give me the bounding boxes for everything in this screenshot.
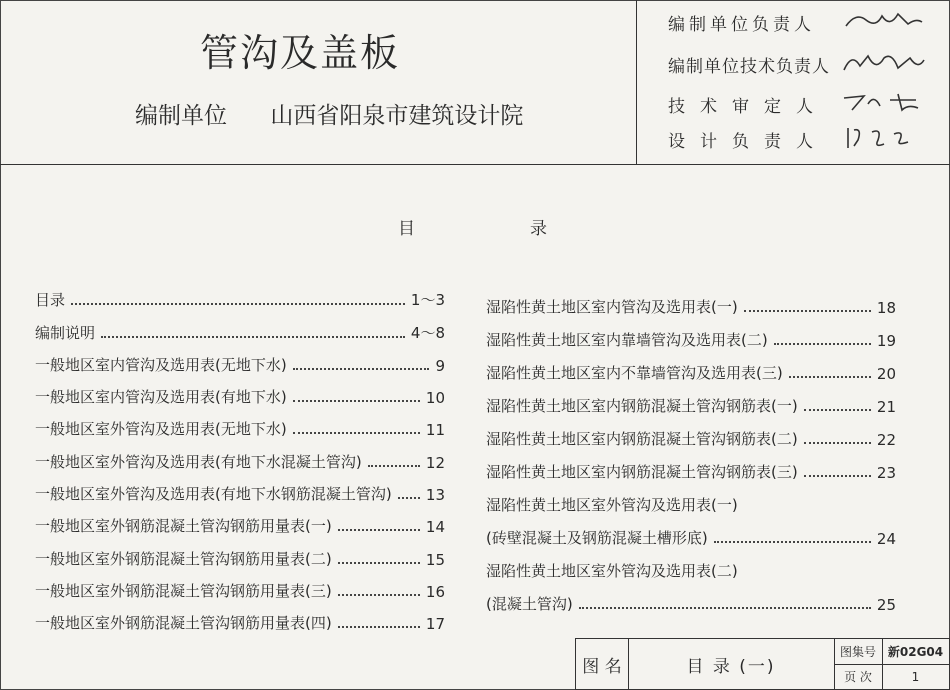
toc-leader-dots	[71, 303, 405, 305]
toc-right-column	[486, 284, 896, 614]
toc-entry-title: 一般地区室外钢筋混凝土管沟钢筋用量表(一)	[35, 517, 332, 536]
toc-entry	[486, 416, 896, 449]
toc-entry-page: 23	[876, 464, 896, 482]
toc-leader-dots	[101, 336, 405, 338]
toc-entry-page: 4～8	[410, 323, 445, 342]
toc-entry	[486, 284, 896, 317]
toc-entry-title: 湿陷性黄土地区室外管沟及选用表(二)	[486, 562, 738, 580]
toc-entry-title: (砖壁混凝土及钢筋混凝土槽形底)	[486, 529, 708, 547]
toc-leader-dots	[293, 400, 420, 402]
toc-entry	[486, 581, 896, 614]
signature-1	[838, 6, 928, 36]
toc-leader-dots	[338, 529, 420, 531]
toc-leader-dots	[338, 594, 420, 596]
toc-entry-page: 19	[876, 332, 896, 350]
toc-entry	[35, 472, 445, 504]
toc-entry	[486, 482, 896, 515]
toc-leader-dots	[293, 432, 420, 434]
drawing-name: 目 录 (一)	[686, 656, 776, 677]
toc-entry	[486, 449, 896, 482]
header-vertical-divider	[636, 0, 637, 164]
toc-leader-dots	[579, 607, 871, 609]
toc-entry	[35, 439, 445, 471]
atlas-number-label: 图集号	[839, 645, 876, 659]
toc-entry-title: 一般地区室外钢筋混凝土管沟钢筋用量表(三)	[35, 581, 332, 600]
toc-entry-page: 12	[425, 453, 445, 472]
toc-entry	[35, 504, 445, 536]
toc-entry-page: 15	[425, 550, 445, 569]
toc-entry-page: 1～3	[410, 291, 445, 310]
toc-entry	[486, 515, 896, 548]
toc-leader-dots	[744, 310, 871, 312]
resp-design-lead: 设计负责人	[668, 132, 828, 152]
toc-entry-page: 13	[425, 486, 445, 505]
toc-entry-page: 16	[425, 582, 445, 601]
toc-entry-title: 一般地区室外钢筋混凝土管沟钢筋用量表(二)	[35, 549, 332, 568]
toc-entry	[35, 569, 445, 601]
toc-entry-title: 湿陷性黄土地区室内靠墙管沟及选用表(二)	[486, 331, 768, 349]
toc-entry-page: 25	[876, 596, 896, 614]
toc-leader-dots	[338, 626, 420, 628]
page-number-label: 页 次	[844, 670, 872, 684]
atlas-number: 新02G04	[887, 645, 944, 659]
toc-entry-title: (混凝土管沟)	[486, 595, 573, 613]
toc-entry-page: 17	[425, 615, 445, 634]
toc-leader-dots	[804, 442, 871, 444]
toc-entry-page: 9	[435, 356, 445, 375]
toc-entry	[486, 350, 896, 383]
toc-heading-part1: 目	[398, 219, 415, 239]
toc-leader-dots	[804, 409, 871, 411]
toc-entry-title: 一般地区室外管沟及选用表(有地下水钢筋混凝土管沟)	[35, 485, 392, 504]
atlas-title: 管沟及盖板	[200, 31, 401, 75]
compiling-unit	[135, 97, 523, 130]
toc-entry-title: 湿陷性黄土地区室内钢筋混凝土管沟钢筋表(二)	[486, 430, 798, 448]
toc-entry-title: 一般地区室内管沟及选用表(无地下水)	[35, 355, 287, 374]
resp-reviewer: 技术审定人	[668, 97, 828, 117]
toc-leader-dots	[338, 562, 420, 564]
toc-entry	[35, 407, 445, 439]
toc-entry-page: 14	[425, 518, 445, 537]
toc-entry	[35, 310, 445, 342]
toc-entry-title: 一般地区室外管沟及选用表(有地下水混凝土管沟)	[35, 452, 362, 471]
toc-entry	[486, 317, 896, 350]
toc-entry-page: 20	[876, 365, 896, 383]
toc-leader-dots	[804, 475, 871, 477]
toc-entry-title: 编制说明	[35, 323, 96, 342]
toc-entry	[35, 278, 445, 310]
title-block	[575, 638, 950, 690]
resp-unit-head: 编制单位负责人	[668, 15, 815, 35]
toc-entry-page: 18	[876, 299, 896, 317]
signature-2	[838, 48, 928, 78]
signature-4	[838, 122, 928, 152]
toc-entry-page: 22	[876, 431, 896, 449]
header-divider	[0, 164, 950, 165]
page-number: 1	[911, 669, 920, 684]
toc-leader-dots	[368, 465, 420, 467]
toc-entry-title: 湿陷性黄土地区室内钢筋混凝土管沟钢筋表(一)	[486, 397, 798, 415]
toc-entry-title: 湿陷性黄土地区室内不靠墙管沟及选用表(三)	[486, 364, 783, 382]
compiling-unit-name: 山西省阳泉市建筑设计院	[270, 103, 524, 129]
toc-heading-part2: 录	[530, 219, 547, 239]
toc-left-column	[35, 278, 445, 633]
toc-leader-dots	[398, 497, 420, 499]
toc-entry-page: 10	[425, 389, 445, 408]
compiling-unit-label: 编制单位	[135, 103, 227, 129]
toc-entry-title: 湿陷性黄土地区室内钢筋混凝土管沟钢筋表(三)	[486, 463, 798, 481]
toc-entry-page: 11	[425, 421, 445, 440]
toc-leader-dots	[774, 343, 871, 345]
toc-entry	[35, 536, 445, 568]
toc-entry	[35, 601, 445, 633]
toc-leader-dots	[789, 376, 871, 378]
toc-entry	[486, 383, 896, 416]
toc-leader-dots	[714, 541, 871, 543]
toc-entry	[35, 375, 445, 407]
toc-entry-title: 一般地区室内管沟及选用表(有地下水)	[35, 388, 287, 407]
toc-entry-title: 一般地区室外钢筋混凝土管沟钢筋用量表(四)	[35, 614, 332, 633]
toc-leader-dots	[293, 368, 430, 370]
toc-entry-title: 一般地区室外管沟及选用表(无地下水)	[35, 420, 287, 439]
toc-entry-title: 湿陷性黄土地区室外管沟及选用表(一)	[486, 496, 738, 514]
resp-tech-head: 编制单位技术负责人	[668, 57, 830, 77]
toc-entry	[35, 343, 445, 375]
signature-3	[838, 86, 928, 116]
drawing-name-label: 图 名	[582, 656, 622, 677]
toc-entry-title: 湿陷性黄土地区室内管沟及选用表(一)	[486, 298, 738, 316]
toc-entry-page: 24	[876, 530, 896, 548]
toc-entry	[486, 548, 896, 581]
toc-entry-title: 目录	[35, 291, 66, 310]
toc-entry-page: 21	[876, 398, 896, 416]
